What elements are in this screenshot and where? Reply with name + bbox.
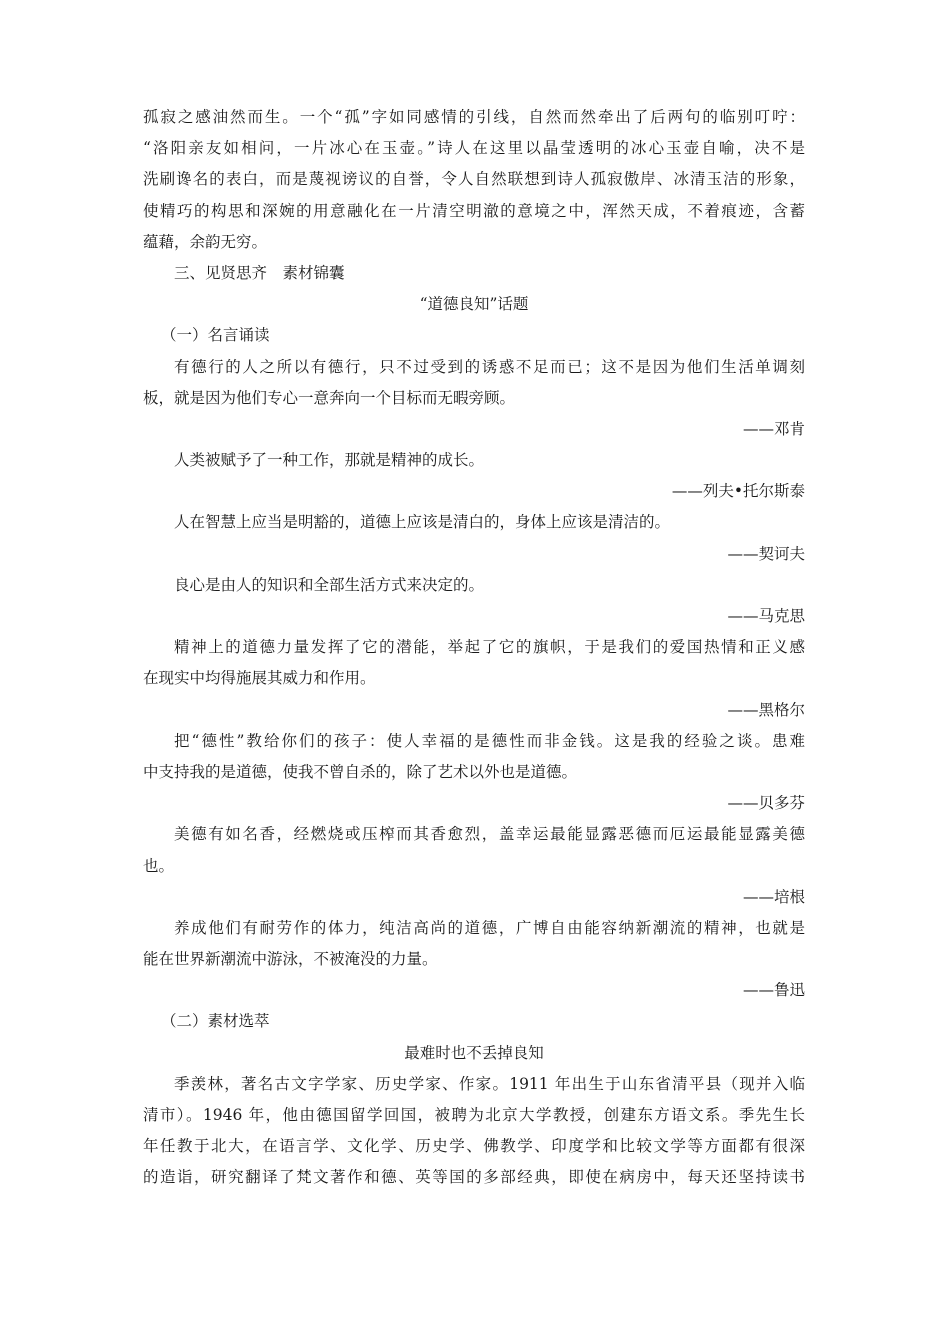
quote-line: 人类被赋予了一种工作，那就是精神的成长。 [174,451,485,470]
quote-author: ——鲁迅 [742,981,805,1000]
text-column [143,102,805,1194]
story-line: 的造诣，研究翻译了梵文著作和德、英等国的多部经典，即使在病房中，每天还坚持读书 [143,1168,805,1187]
quote-block [143,819,805,913]
quote-line: 精神上的道德力量发挥了它的潜能，举起了它的旗帜，于是我们的爱国热情和正义感 [174,638,805,657]
topic-title: “道德良知”话题 [419,295,529,314]
quote-line: 有德行的人之所以有德行，只不过受到的诱惑不足而已；这不是因为他们生活单调刻 [174,357,805,376]
subsection-heading-materials: （二）素材选萃 [161,1012,270,1031]
intro-line: 孤寂之感油然而生。一个“孤”字如同感情的引线，自然而然牵出了后两句的临别叮咛： [143,108,805,126]
story-line: 季羡林，著名古文字学家、历史学家、作家。1911 年出生于山东省清平县（现并入临 [174,1074,805,1093]
quote-block [143,570,805,632]
quote-block [143,445,805,507]
quote-block [143,632,805,726]
quote-line: 在现实中均得施展其威力和作用。 [143,669,376,688]
quote-author: ——培根 [742,887,805,906]
quote-author: ——黑格尔 [727,700,805,719]
quote-line: 人在智慧上应当是明豁的，道德上应该是清白的，身体上应该是清洁的。 [174,513,671,532]
section-heading: 三、见贤思齐 素材锦囊 [174,263,345,282]
quote-line: 能在世界新潮流中游泳，不被淹没的力量。 [143,950,438,969]
quote-author: ——列夫•托尔斯泰 [671,482,805,501]
quote-block [143,913,805,1007]
intro-line: 洗刷谗名的表白，而是蔑视谤议的自誉，令人自然联想到诗人孤寂傲岸、冰清玉洁的形象， [143,170,805,189]
subsection-heading-quotes: （一）名言诵读 [161,326,270,345]
intro-line: 使精巧的构思和深婉的用意融化在一片清空明澈的意境之中，浑然天成，不着痕迹，含蓄 [143,201,805,220]
quote-author: ——邓肯 [742,419,805,438]
quote-line: 也。 [143,856,175,875]
quote-block [143,726,805,820]
quote-line: 中支持我的是道德，使我不曾自杀的，除了艺术以外也是道德。 [143,762,578,781]
quote-author: ——契诃夫 [727,544,805,563]
quote-author: ——贝多芬 [727,794,805,813]
quote-line: 板，就是因为他们专心一意奔向一个目标而无暇旁顾。 [143,388,516,407]
quote-line: 把“德性”教给你们的孩子：使人幸福的是德性而非金钱。这是我的经验之谈。患难 [174,731,805,750]
intro-paragraph [143,102,805,258]
quote-line: 养成他们有耐劳作的体力，纯洁高尚的道德，广博自由能容纳新潮流的精神，也就是 [174,918,805,937]
intro-line: 蕴藉，余韵无穷。 [143,232,268,251]
quote-line: 美德有如名香，经燃烧或压榨而其香愈烈，盖幸运最能显露恶德而厄运最能显露美德 [174,825,805,844]
story-paragraph [143,1069,805,1194]
quote-block [143,352,805,446]
quote-block [143,507,805,569]
story-line: 清市）。1946 年，他由德国留学回国，被聘为北京大学教授，创建东方语文系。季先生长 [143,1106,805,1124]
quote-line: 良心是由人的知识和全部生活方式来决定的。 [174,575,485,594]
quote-author: ——马克思 [727,607,805,625]
intro-line: “洛阳亲友如相问，一片冰心在玉壶。”诗人在这里以晶莹透明的冰心玉壶自喻，决不是 [143,139,805,158]
story-title: 最难时也不丢掉良知 [404,1043,544,1062]
story-line: 年任教于北大，在语言学、文化学、历史学、佛教学、印度学和比较文学等方面都有很深 [143,1137,805,1156]
